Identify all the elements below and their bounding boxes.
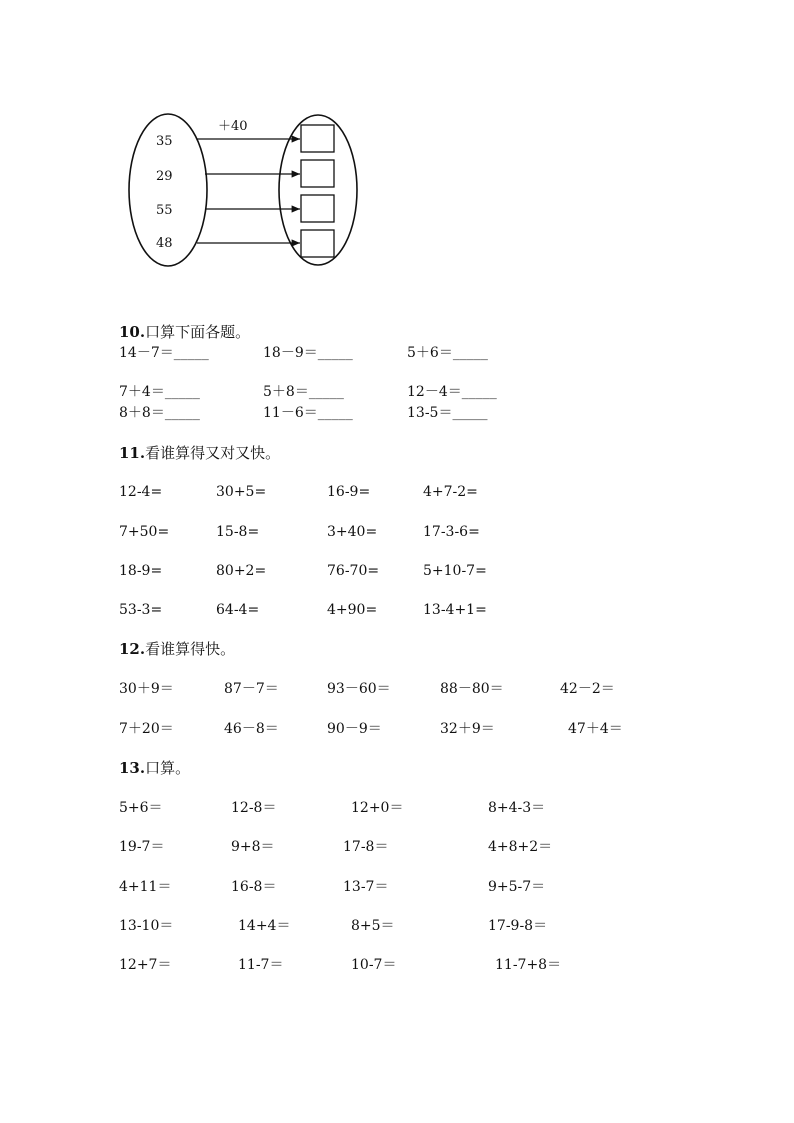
q11-item: 30+5= bbox=[216, 484, 267, 500]
q12-item: 32＋9＝ bbox=[440, 721, 495, 737]
q13-item: 5+6＝ bbox=[119, 800, 163, 816]
q13-item: 8+4-3＝ bbox=[488, 800, 546, 816]
q12-title bbox=[119, 640, 235, 658]
answer-box[interactable] bbox=[301, 195, 334, 222]
q10-number: 10. bbox=[119, 323, 146, 341]
q12-item: 47＋4＝ bbox=[568, 721, 623, 737]
q13-item: 11-7+8＝ bbox=[495, 957, 562, 973]
q10-item: 18－9＝_____ bbox=[263, 345, 353, 361]
input-value: 48 bbox=[156, 236, 173, 251]
mapping-diagram bbox=[0, 0, 794, 300]
q12-title-text: 看谁算得快。 bbox=[145, 640, 236, 658]
q12-item: 93－60＝ bbox=[327, 681, 391, 697]
q13-item: 12+7＝ bbox=[119, 957, 172, 973]
q13-item: 14+4＝ bbox=[238, 918, 291, 934]
input-value: 29 bbox=[156, 169, 173, 184]
q11-item: 5+10-7= bbox=[423, 563, 487, 579]
q10-item: 13-5＝_____ bbox=[407, 405, 488, 421]
q11-item: 64-4= bbox=[216, 602, 260, 618]
q13-item: 11-7＝ bbox=[238, 957, 284, 973]
q10-item: 7＋4＝_____ bbox=[119, 384, 200, 400]
q11-item: 4+7-2= bbox=[423, 484, 478, 500]
q11-item: 3+40= bbox=[327, 524, 378, 540]
q13-item: 10-7＝ bbox=[351, 957, 397, 973]
q13-item: 16-8＝ bbox=[231, 879, 277, 895]
q10-item: 8＋8＝_____ bbox=[119, 405, 200, 421]
q11-item: 13-4+1= bbox=[423, 602, 487, 618]
q13-item: 9+8＝ bbox=[231, 839, 275, 855]
q13-item: 13-10＝ bbox=[119, 918, 174, 934]
answer-box[interactable] bbox=[301, 230, 334, 257]
q10-title bbox=[119, 323, 250, 341]
q10-item: 12－4＝_____ bbox=[407, 384, 497, 400]
q10-item: 5＋8＝_____ bbox=[263, 384, 344, 400]
q13-item: 9+5-7＝ bbox=[488, 879, 546, 895]
q13-item: 12+0＝ bbox=[351, 800, 404, 816]
operation-label: ＋40 bbox=[218, 119, 248, 134]
q11-item: 16-9= bbox=[327, 484, 371, 500]
q11-item: 17-3-6= bbox=[423, 524, 480, 540]
q13-item: 13-7＝ bbox=[343, 879, 389, 895]
q11-item: 53-3= bbox=[119, 602, 163, 618]
q13-item: 19-7＝ bbox=[119, 839, 165, 855]
q12-item: 42－2＝ bbox=[560, 681, 615, 697]
q10-item: 5＋6＝_____ bbox=[407, 345, 488, 361]
q11-item: 7+50= bbox=[119, 524, 170, 540]
q12-item: 46－8＝ bbox=[224, 721, 279, 737]
q12-item: 90－9＝ bbox=[327, 721, 382, 737]
q13-item: 12-8＝ bbox=[231, 800, 277, 816]
q11-item: 12-4= bbox=[119, 484, 163, 500]
q12-item: 7＋20＝ bbox=[119, 721, 174, 737]
q13-item: 4+11＝ bbox=[119, 879, 172, 895]
input-value: 35 bbox=[156, 134, 173, 149]
q13-item: 4+8+2＝ bbox=[488, 839, 553, 855]
q10-item: 11－6＝_____ bbox=[263, 405, 353, 421]
answer-box[interactable] bbox=[301, 125, 334, 152]
q12-item: 30＋9＝ bbox=[119, 681, 174, 697]
q11-item: 15-8= bbox=[216, 524, 260, 540]
q11-title-text: 看谁算得又对又快。 bbox=[145, 444, 281, 462]
answer-box[interactable] bbox=[301, 160, 334, 187]
q13-title bbox=[119, 759, 190, 777]
q10-title-text: 口算下面各题。 bbox=[145, 323, 251, 341]
q13-title-text: 口算。 bbox=[145, 759, 191, 777]
q13-number: 13. bbox=[119, 759, 146, 777]
q11-title bbox=[119, 444, 280, 462]
q11-number: 11. bbox=[119, 444, 146, 462]
q11-item: 76-70= bbox=[327, 563, 380, 579]
q11-item: 80+2= bbox=[216, 563, 267, 579]
input-value: 55 bbox=[156, 203, 173, 218]
q12-number: 12. bbox=[119, 640, 146, 658]
q13-item: 17-9-8＝ bbox=[488, 918, 548, 934]
q10-item: 14－7＝_____ bbox=[119, 345, 209, 361]
q12-item: 87－7＝ bbox=[224, 681, 279, 697]
q13-item: 17-8＝ bbox=[343, 839, 389, 855]
q11-item: 4+90= bbox=[327, 602, 378, 618]
q11-item: 18-9= bbox=[119, 563, 163, 579]
q12-item: 88－80＝ bbox=[440, 681, 504, 697]
q13-item: 8+5＝ bbox=[351, 918, 395, 934]
